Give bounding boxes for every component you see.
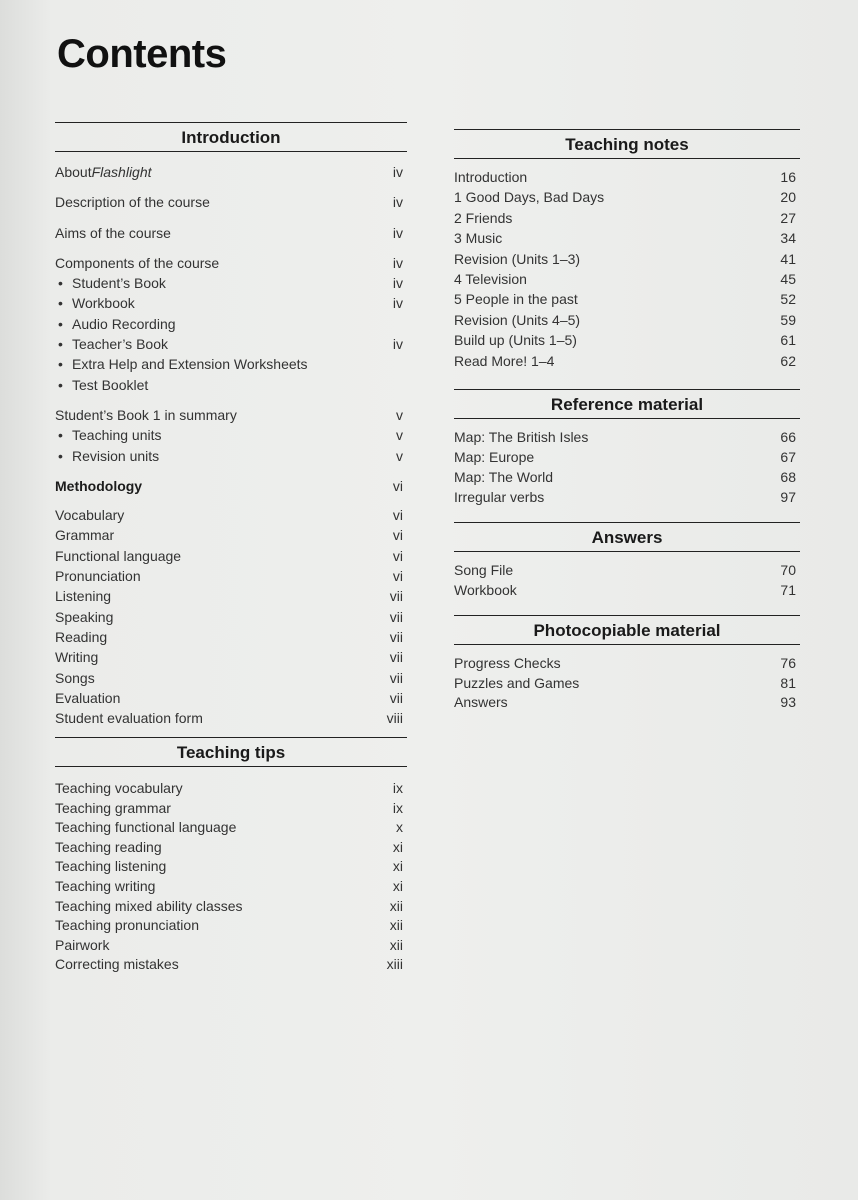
toc-entry [454, 271, 800, 291]
toc-entry [55, 427, 407, 447]
toc-entry-label [454, 582, 517, 598]
toc-page-number: vi [392, 547, 403, 564]
toc-entry [55, 780, 407, 800]
toc-entry-label [55, 568, 141, 584]
toc-entry-text: Aims of the course [55, 224, 171, 241]
toc-entry-label [55, 295, 135, 311]
toc-entry [454, 429, 800, 449]
toc-entry [454, 489, 800, 509]
toc-entry [55, 629, 407, 649]
toc-entry-label [55, 356, 308, 372]
toc-page-number: iv [392, 194, 403, 211]
toc-entry-text: Teaching functional language [55, 819, 237, 836]
toc-entry [55, 194, 407, 214]
toc-page-number: viii [386, 710, 403, 727]
toc-entry-text: Revision units [72, 447, 160, 464]
toc-page-number: xii [389, 897, 403, 914]
toc-page-number: 45 [780, 270, 796, 287]
toc-entry [55, 527, 407, 547]
toc-page-number: 41 [780, 250, 796, 267]
toc-entry-text: 1 Good Days, Bad Days [454, 189, 605, 206]
teaching-tips-list [55, 767, 407, 976]
toc-entry [55, 164, 407, 184]
toc-entry-text: Pairwork [55, 936, 110, 953]
toc-entry [55, 839, 407, 859]
toc-entry-text: Songs [55, 669, 95, 686]
toc-entry [454, 562, 800, 582]
bullet-icon: • [58, 356, 63, 373]
toc-page-number: iv [392, 254, 403, 271]
toc-entry [55, 609, 407, 629]
toc-entry-label [454, 562, 513, 578]
toc-entry-label [55, 690, 120, 706]
toc-entry-label [55, 478, 142, 494]
toc-entry [55, 670, 407, 690]
toc-page-number: vii [389, 649, 403, 666]
toc-entry-text: About [55, 164, 92, 180]
reference-material-section [454, 389, 800, 509]
answers-section [454, 522, 800, 602]
toc-entry-text: 2 Friends [454, 209, 513, 226]
toc-entry-text: Teaching units [72, 427, 162, 444]
toc-entry-label [454, 489, 544, 505]
toc-entry-text: Map: The British Isles [454, 429, 589, 445]
toc-entry-text: Workbook [454, 582, 517, 598]
toc-entry [454, 694, 800, 714]
toc-page-number: 59 [780, 311, 796, 328]
toc-page-number: 34 [780, 230, 796, 247]
answers-list [454, 552, 800, 602]
toc-entry-label [55, 316, 176, 332]
toc-entry [55, 478, 407, 498]
toc-page-number: 27 [780, 209, 796, 226]
toc-entry-label [55, 164, 152, 180]
toc-entry [55, 690, 407, 710]
toc-page-number: xi [392, 877, 403, 894]
toc-entry-label [55, 336, 168, 352]
toc-entry-text: Teaching listening [55, 858, 167, 875]
teaching-notes-section [454, 129, 800, 373]
toc-entry-text: 5 People in the past [454, 291, 578, 308]
toc-entry-text: Speaking [55, 608, 114, 625]
toc-entry-text: Irregular verbs [454, 489, 545, 505]
toc-entry [55, 898, 407, 918]
toc-entry [454, 251, 800, 271]
toc-page-number: xii [389, 917, 403, 934]
toc-entry-text: Introduction [454, 169, 528, 185]
toc-page-number: vi [392, 568, 403, 585]
toc-page-number: 93 [780, 694, 796, 710]
toc-entry-label [454, 655, 561, 671]
toc-page-number: iv [392, 295, 403, 312]
toc-page-number: v [396, 427, 403, 444]
toc-page-number: xiii [386, 956, 403, 973]
toc-entry-label [55, 780, 183, 796]
toc-entry-text: Answers [454, 694, 508, 710]
toc-entry [55, 858, 407, 878]
section-heading-answers: Answers [454, 522, 800, 552]
toc-entry-label [55, 275, 166, 291]
toc-entry-label [454, 230, 502, 246]
toc-entry-text: Map: The World [454, 469, 554, 485]
toc-entry-label [55, 878, 155, 894]
toc-page-number: iv [392, 336, 403, 353]
toc-entry-label [55, 629, 107, 645]
toc-entry-text: Methodology [55, 477, 143, 494]
toc-entry-text: Revision (Units 1–3) [454, 250, 581, 267]
teaching-notes-list [454, 159, 800, 373]
toc-page-number: vi [392, 507, 403, 524]
photocopiable-material-list [454, 645, 800, 714]
toc-page-number: vi [392, 527, 403, 544]
toc-entry [55, 275, 407, 295]
toc-entry-text: Teaching writing [55, 877, 156, 894]
toc-entry-label [55, 548, 181, 564]
toc-entry-label [55, 225, 171, 241]
toc-entry [55, 356, 407, 376]
toc-entry-label [55, 898, 243, 914]
toc-page-number: 67 [780, 449, 796, 465]
toc-entry [454, 291, 800, 311]
toc-entry-label [55, 710, 203, 726]
toc-entry [55, 710, 407, 730]
toc-entry [454, 312, 800, 332]
toc-entry-label [454, 332, 577, 348]
photocopiable-material-section [454, 615, 800, 714]
toc-entry [55, 507, 407, 527]
toc-entry-text: Student’s Book [72, 275, 166, 292]
toc-entry-label [55, 527, 114, 543]
toc-entry [55, 407, 407, 427]
toc-page-number: iv [392, 275, 403, 292]
toc-page-number: 66 [780, 429, 796, 445]
toc-entry-text: Listening [55, 588, 112, 605]
toc-entry-label [454, 251, 580, 267]
toc-page-number: 52 [780, 291, 796, 308]
toc-entry [55, 878, 407, 898]
toc-entry [454, 169, 800, 189]
toc-entry-text: Puzzles and Games [454, 674, 580, 691]
toc-entry-italic-text: Flashlight [91, 164, 152, 180]
toc-entry-label [454, 353, 554, 369]
toc-entry [454, 353, 800, 373]
toc-page-number: 76 [780, 655, 796, 671]
toc-entry-label [55, 800, 171, 816]
toc-entry-label [55, 858, 166, 874]
toc-page-number: 62 [780, 352, 796, 369]
toc-entry-text: Teaching mixed ability classes [55, 897, 243, 914]
toc-entry-text: Workbook [72, 295, 135, 312]
toc-entry-text: Evaluation [55, 689, 121, 706]
teaching-tips-section [55, 737, 407, 976]
toc-page-number: vii [389, 689, 403, 706]
toc-entry-label [454, 469, 553, 485]
toc-entry-label [55, 427, 162, 443]
toc-entry-text: 3 Music [454, 230, 503, 247]
bullet-icon: • [58, 427, 63, 444]
toc-entry [55, 255, 407, 275]
toc-entry-text: Read More! 1–4 [454, 352, 555, 369]
toc-entry-label [55, 194, 210, 210]
toc-entry [454, 230, 800, 250]
toc-page-number: ix [392, 799, 403, 816]
toc-entry-text: Writing [55, 649, 99, 666]
toc-entry-text: Teaching reading [55, 838, 162, 855]
toc-page-number: 61 [780, 332, 796, 349]
toc-entry [454, 582, 800, 602]
toc-entry-label [454, 189, 604, 205]
toc-entry-text: Reading [55, 628, 108, 645]
toc-entry-label [454, 675, 579, 691]
toc-entry [55, 588, 407, 608]
toc-page-number: vii [389, 628, 403, 645]
section-heading-reference-material: Reference material [454, 389, 800, 419]
toc-page-number: vii [389, 669, 403, 686]
toc-entry-text: Teacher’s Book [72, 336, 168, 353]
toc-page-number: 70 [780, 562, 796, 578]
toc-entry [55, 819, 407, 839]
section-heading-photocopiable-material: Photocopiable material [454, 615, 800, 645]
toc-entry-text: Student’s Book 1 in summary [55, 406, 237, 423]
toc-entry-label [454, 694, 508, 710]
toc-entry-text: Teaching vocabulary [55, 780, 183, 796]
bullet-icon: • [58, 336, 63, 353]
toc-entry-text: Song File [454, 562, 514, 578]
toc-entry-text: Extra Help and Extension Worksheets [72, 356, 308, 373]
toc-entry-text: Description of the course [55, 194, 210, 211]
toc-page-number: 16 [780, 169, 796, 185]
toc-entry [55, 917, 407, 937]
toc-entry-label [55, 507, 124, 523]
toc-entry-text: Pronunciation [55, 568, 141, 585]
toc-entry [454, 469, 800, 489]
toc-entry [55, 800, 407, 820]
toc-page-number: vii [389, 588, 403, 605]
toc-entry-label [55, 937, 109, 953]
toc-page-number: xii [389, 936, 403, 953]
toc-entry [454, 332, 800, 352]
toc-page-number: vi [392, 477, 403, 494]
toc-page-number: v [396, 406, 403, 423]
toc-entry-text: Progress Checks [454, 655, 561, 671]
toc-page-number: iv [392, 164, 403, 180]
toc-page-number: x [396, 819, 403, 836]
bullet-icon: • [58, 295, 63, 312]
bullet-icon: • [58, 376, 63, 393]
toc-entry-label [454, 169, 527, 185]
reference-material-list [454, 419, 800, 509]
toc-page-number: 81 [780, 674, 796, 691]
introduction-list [55, 152, 407, 730]
toc-entry-label [454, 429, 588, 445]
section-heading-introduction: Introduction [55, 122, 407, 152]
toc-entry [55, 956, 407, 976]
bullet-icon: • [58, 315, 63, 332]
toc-entry-text: Map: Europe [454, 449, 535, 465]
toc-entry-label [454, 312, 580, 328]
toc-entry [55, 377, 407, 397]
toc-entry [55, 336, 407, 356]
toc-entry-text: Build up (Units 1–5) [454, 332, 577, 349]
toc-entry [55, 649, 407, 669]
toc-entry-label [55, 956, 179, 972]
toc-entry [55, 937, 407, 957]
toc-entry [55, 448, 407, 468]
toc-entry-label [55, 407, 237, 423]
toc-entry [454, 675, 800, 695]
toc-entry-label [454, 210, 512, 226]
toc-entry-text: Audio Recording [72, 315, 176, 332]
toc-entry-label [55, 377, 148, 393]
toc-entry-text: Vocabulary [55, 507, 125, 524]
toc-page-number: v [396, 447, 403, 464]
bullet-icon: • [58, 447, 63, 464]
page-title: Contents [57, 32, 227, 76]
toc-entry-text: Functional language [55, 547, 182, 564]
toc-page-number: vii [389, 608, 403, 625]
toc-page-number: 71 [780, 582, 796, 598]
toc-entry [454, 449, 800, 469]
toc-entry [55, 316, 407, 336]
bullet-icon: • [58, 275, 63, 292]
toc-entry-label [55, 917, 199, 933]
toc-page-number: xi [392, 858, 403, 875]
toc-entry [55, 568, 407, 588]
section-heading-teaching-notes: Teaching notes [454, 129, 800, 159]
toc-page-number: 68 [780, 469, 796, 485]
toc-entry-label [55, 448, 159, 464]
toc-entry [454, 655, 800, 675]
toc-entry-text: Revision (Units 4–5) [454, 311, 581, 328]
toc-entry-label [55, 255, 219, 271]
section-heading-teaching-tips: Teaching tips [55, 737, 407, 767]
toc-page-number: iv [392, 224, 403, 241]
toc-entry-text: Grammar [55, 527, 115, 544]
toc-entry-text: Student evaluation form [55, 710, 203, 727]
toc-entry-label [454, 271, 527, 287]
toc-entry [55, 295, 407, 315]
toc-entry-text: Teaching grammar [55, 799, 171, 816]
toc-page-number: ix [392, 780, 403, 796]
toc-entry-text: Components of the course [55, 254, 220, 271]
toc-entry-label [55, 649, 98, 665]
toc-entry-label [454, 449, 534, 465]
toc-page-number: xi [392, 838, 403, 855]
toc-entry-text: Correcting mistakes [55, 956, 179, 973]
toc-entry [454, 189, 800, 209]
toc-entry-label [55, 670, 95, 686]
toc-entry [55, 548, 407, 568]
toc-entry-label [55, 819, 236, 835]
toc-page-number: 97 [780, 489, 796, 505]
toc-entry-text: Teaching pronunciation [55, 917, 199, 934]
toc-entry-text: Test Booklet [72, 376, 149, 393]
toc-entry-label [55, 588, 111, 604]
toc-entry-text: 4 Television [454, 270, 527, 287]
toc-entry-label [55, 609, 113, 625]
toc-entry [454, 210, 800, 230]
toc-page-number: 20 [780, 189, 796, 206]
toc-entry-label [55, 839, 162, 855]
toc-entry-label [454, 291, 578, 307]
toc-entry [55, 225, 407, 245]
introduction-section [55, 122, 407, 730]
